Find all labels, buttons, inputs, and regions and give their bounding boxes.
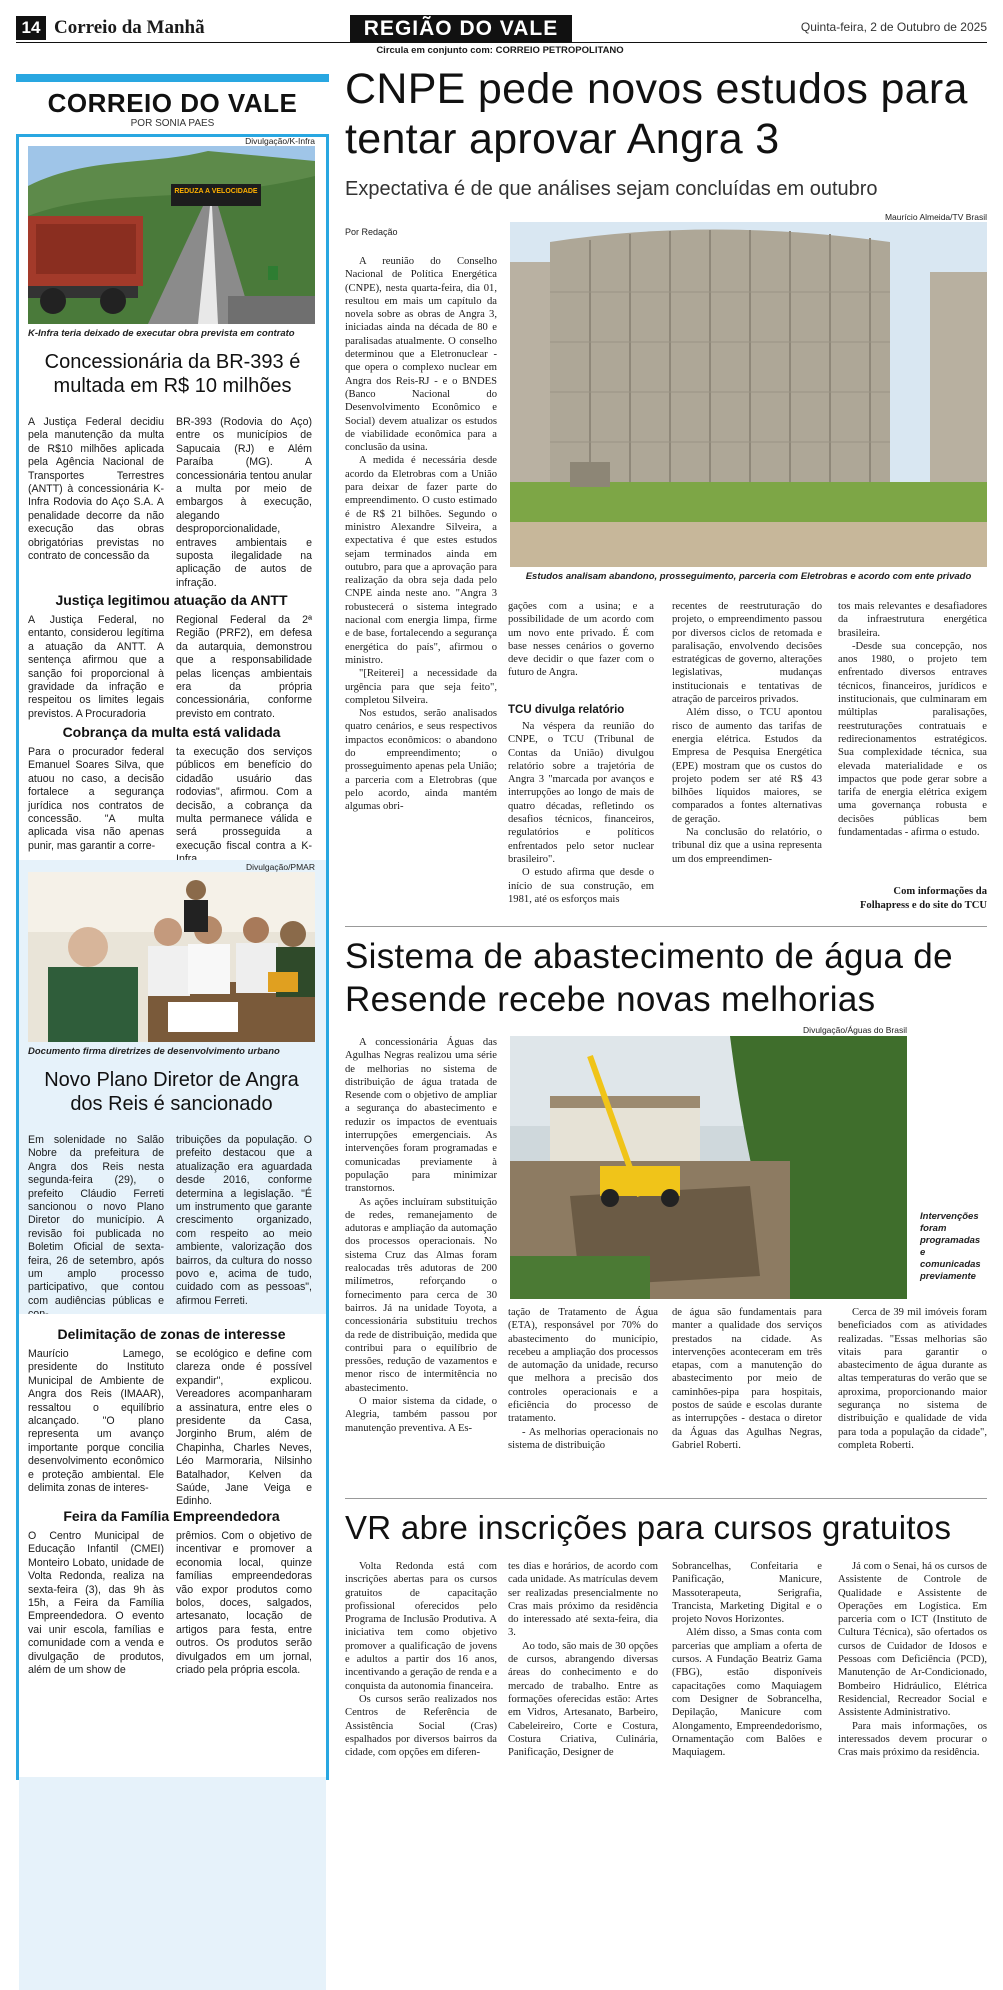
page-number: 14 <box>16 16 46 40</box>
road-sign-text: REDUZA A VELOCIDADE <box>174 188 258 195</box>
caption-kinfra: K-Infra teria deixado de executar obra prevista em contrato <box>28 328 295 339</box>
circulation-note: Circula em conjunto com: CORREIO PETROPOLITANO <box>376 45 624 56</box>
section-title: REGIÃO DO VALE <box>350 15 572 42</box>
photo-water-works <box>510 1036 907 1299</box>
newspaper-name: Correio da Manhã <box>54 17 205 38</box>
vr-col1: Volta Redonda está com inscrições abertas para os cursos gratuitos de capacitação profissional oferecidos pelo Programa de Inclusão Produtiva. A iniciativa tem como objetivo promover a qualificação de jovens e adultos a partir dos 16 anos, incentivando a geração de renda e a conquista da autonomia financeira. Os cursos serão realizados nos Centros de Referência de Assistência Social (Cras) espalhados por diversos bairros da cidade, com opções em diferen- <box>345 1561 497 1759</box>
plano-col6: prêmios. Com o objetivo de incentivar e promover a economia local, quinze famílias empreendedoras vão expor produtos como bolos, doces, salgados, artesanato, locação de artigos para festa, entre outros. Os produtos serão divulgados em um jornal, criado pela própria escola. <box>176 1530 312 1677</box>
resende-col2: tação de Tratamento de Água (ETA), responsável por 70% do abastecimento do município, recebeu a ampliação dos processos de automação da unidade, recurso que melhora a precisão dos controles operacionais e a eficiência do processo de tratamento. - As melhorias operacionais no sistema de distribuição <box>508 1307 658 1451</box>
rule-article2 <box>345 926 987 927</box>
plano-col3: Maurício Lamego, presidente do Instituto Municipal de Ambiente de Angra dos Reis (IMAAR), ressaltou o equilíbrio alcançado. "O plano representa um avanço importante porque concilia desenvolvimento econômico e proteção ambiental. Ele delimita zonas de interes- <box>28 1348 164 1495</box>
signoff-1: Com informações da <box>893 886 987 897</box>
photo-angra3-reactor <box>510 222 987 567</box>
photo-ceremony <box>28 872 315 1042</box>
page-header <box>0 0 1003 60</box>
resende-col1: A concessionária Águas das Agulhas Negras realizou uma série de melhorias no sistema de distribuição de água tratada de Resende com o objetivo de ampliar a segurança do abastecimento e reduzir os impactos de eventuais interrupções emergenciais. As intervenções foram programadas e comunicadas previamente à população para minimizar transtornos. As ações incluíram substituição de redes, remanejamento de adutoras e ampliação da automação dos processos operacionais. No sistema Cruz das Almas foram realocadas três adutoras de 200 milímetros, reforçando o fornecimento para cerca de 30 bairros. Já na unidade Toyota, a concessionária substituiu trechos da rede de distribuição, medida que contribui para o equilíbrio de pressões, redução de vazamentos e menor risco de intermitência no abastecimento. O maior sistema da cidade, o Alegria, também passou por manutenção preventiva. A Es- <box>345 1037 497 1434</box>
angra-col2-bottom: Na véspera da reunião do CNPE, o TCU (Tribunal de Contas da União) divulgou relatório sobre a trajetória de Angra 3 "marcada por avanços e interrupções ao longo de mais de quatro décadas, refletindo os desafios técnicos, financeiros, regulatórios e políticos enfrentados pelo setor nuclear brasileiro". O estudo afirma que desde o início de sua construção, em 1981, até os esforços mais <box>508 721 654 905</box>
page-date: Quinta-feira, 2 de Outubro de 2025 <box>800 20 987 34</box>
angra-col2-top: gações com a usina; e a possibilidade de um acordo com um novo ente privado. É com base nesses cenários o governo deve decidir o que fazer com o futuro de Angra. <box>508 601 654 679</box>
sidebar-byline: POR SONIA PAES <box>130 118 215 129</box>
sidebar-column <box>16 74 329 1780</box>
angra-col4: tos mais relevantes e desafiadores da infraestrutura energética brasileira. -Desde sua concepção, nos anos 1980, o projeto tem enfrentado diversos entraves técnicos, financeiros, jurídicos e institucionais, que culminaram em múltiplas paralisações, reestruturações contratuais e redirecionamentos estratégicos. Sua complexidade técnica, sua elevada materialidade e os impactos que pode gerar sobre a tarifa de energia elétrica exigem uma governança robusta e decisões públicas bem fundamentadas - afirma o estudo. <box>838 601 987 839</box>
headline-resende: Sistema de abastecimento de água de Resende recebe novas melhorias <box>345 937 953 1019</box>
byline-redacao: Por Redação <box>345 227 398 237</box>
subhead-cobranca: Cobrança da multa está validada <box>62 724 281 740</box>
br393-col1: A Justiça Federal decidiu pela manutenção da multa de R$10 milhões aplicada pela Agência Nacional de Transportes Terrestres (ANTT) à concessionária K-Infra Rodovia do Aço S.A. A penalidade decorre da não execução das obras obrigatórias previstas no contrato de concessão da <box>28 416 164 563</box>
subhead-justica: Justiça legitimou atuação da ANTT <box>55 592 288 608</box>
signoff-2: Folhapress e do site do TCU <box>859 900 987 911</box>
sidebar-accent-bar <box>16 74 329 82</box>
angra-col1: A reunião do Conselho Nacional de Política Energética (CNPE), nesta quarta-feira, dia 01, resultou em mais um capítulo da novela sobre as obras de Angra 3, iniciadas ainda na década de 80 e paralisadas atualmente. O conselho determinou que a Eletronuclear - que opera o complexo nuclear em Angra dos Reis-RJ - e o BNDES (Banco Nacional do Desenvolvimento Econômico e Social) devem atualizar os estudos de viabilidade econômica para a conclusão da usina. A medida é necessária desde acordo da Eletrobras com a União para deixar de fazer parte do empreendimento. O custo estimado é de R$ 21 bilhões. Segundo o ministro Alexandre Silveira, a expectativa é que estes estudos sejam terminados ainda em outubro, para que a aprovação para realização da obra seja dada pelo CNPE ainda neste ano. "Angra 3 robustecerá o sistema integrado nacional com energia limpa, firme e de base, fortalecendo a segurança energética do país", afirmou o ministro. "[Reiterei] a necessidade da urgência para que seja feito", completou Silveira. Nos estudos, serão analisados quatro cenários, e seus respectivos impactos econômicos: o abandono do empreendimento; o prosseguimento apenas pela União; a parceria com a Eletrobras (que pelo acordo, ainda mantém algumas obri- <box>345 256 497 813</box>
headline-vr-cursos: VR abre inscrições para cursos gratuitos <box>345 1509 952 1546</box>
plano-col2: tribuições da população. O prefeito destacou que a atualização era aguardada desde 2016, conforme determina a legislação. "É um instrumento que garante crescimento organizado, com respeito ao meio ambiente, valorização dos bairros, da cultura do nosso povo e, acima de tudo, cuidado com as pessoas", afirmou Ferreti. <box>176 1134 312 1307</box>
rule-article3 <box>345 1498 987 1499</box>
caption-resende: Intervenções foram programadas e comunicadas previamente <box>920 1211 981 1282</box>
resende-col3: de água são fundamentais para manter a qualidade dos serviços prestados na cidade. As intervenções aconteceram em três etapas, com a manutenção do abastecimento por meio de caminhões-pipa para hospitais, postos de saúde e escolas durante as interrupções - destaca o diretor da Águas das Agulhas Negras, Gabriel Roberti. <box>672 1307 822 1451</box>
vr-col3: Sobrancelhas, Confeitaria e Panificação, Manicure, Massoterapeuta, Serigrafia, Trancista, Marketing Digital e o projeto Novos Horizontes. Além disso, a Smas conta com parcerias que ampliam a oferta de cursos. A Fundação Beatriz Gama (FBG), estão disponíveis capacitações como Maquiagem com Designer de Sobrancelha, Depilação, Manicure com Alongamento, Empreendedorismo, Ornamentação com Balões e Maquiagem. <box>672 1561 822 1759</box>
sidebar-title: CORREIO DO VALE <box>47 88 298 118</box>
photo-highway-truck <box>28 146 315 324</box>
headline-br393: Concessionária da BR-393 é multada em R$ 10 milhões <box>44 351 301 397</box>
caption-angra: Estudos analisam abandono, prosseguimento, parceria com Eletrobras e acordo com ente privado <box>525 571 972 582</box>
photo-credit-aguas: Divulgação/Águas do Brasil <box>803 1025 907 1035</box>
br393-col5: Para o procurador federal Emanuel Soares Silva, que atuou no caso, a decisão fortalece a segurança jurídica nos contratos de concessão. "A multa aplicada visa não apenas punir, mas garantir a corre- <box>28 746 164 852</box>
header-rule <box>16 42 987 43</box>
br393-col4: Regional Federal da 2ª Região (PRF2), em defesa da autarquia, demonstrou que a responsabilidade pelas licenças ambientais era da própria concessionária, conforme previsto em contrato. <box>176 614 312 720</box>
angra-col3: recentes de reestruturação do projeto, o empreendimento passou por diversos ciclos de retomada e paralisação, envolvendo decisões estratégicas de governo, alterações legislativas, mudanças institucionais e tentativas de atração de parceiros privados. Além disso, o TCU apontou risco de aumento das tarifas de energia elétrica. Estudos da Empresa de Pesquisa Energética (EPE) mostram que os custos do projeto podem ser até R$ 43 bilhões líquidos maiores, se comparados a fontes alternativas de geração. Na conclusão do relatório, o tribunal diz que a usina representa um dos empreendimen- <box>672 601 822 865</box>
plano-col5: O Centro Municipal de Educação Infantil (CMEI) Monteiro Lobato, unidade de Volta Redonda, realiza na sexta-feira (3), das 9h às 15h, a Feira da Família Empreendedora. O evento vai unir escola, famílias e comunidade com a venda e divulgação de produtos, além de um show de <box>28 1530 164 1677</box>
resende-col4: Cerca de 39 mil imóveis foram beneficiados com as atividades realizadas. "Essas melhorias são vitais para garantir o abastecimento de água durante as altas temperaturas do verão que se aproxima, proporcionando maior segurança no sistema de distribuição e qualidade de vida para toda a população da cidade", completa Roberti. <box>838 1307 987 1451</box>
caption-plano: Documento firma diretrizes de desenvolvimento urbano <box>28 1046 280 1057</box>
subhead-tcu: TCU divulga relatório <box>508 704 625 716</box>
photo-credit-pmar: Divulgação/PMAR <box>246 862 315 872</box>
br393-col2: BR-393 (Rodovia do Aço) entre os municípios de Sapucaia (RJ) e Além Paraíba (MG). A concessionária tentou anular a multa por meio de embargos à execução, alegando desproporcionalidade, entraves ambientais e suposta ilegalidade na aplicação de autos de infração. <box>176 416 312 589</box>
photo-credit-kinfra: Divulgação/K-Infra <box>245 136 315 146</box>
headline-angra3: CNPE pede novos estudos para tentar aprovar Angra 3 <box>345 65 968 163</box>
plano-col4: se ecológico e define com clareza onde é possível expandir", explicou. Vereadores acompanharam a assinatura, entre eles o presidente da Casa, Jorginho Brum, além de Chapinha, Charles Neves, Léo Marmoraria, Nilsinho Batalhador, Kelven da Saúde, Jane Veiga e Edinho. <box>176 1348 312 1508</box>
br393-col3: A Justiça Federal, no entanto, considerou legítima a atuação da ANTT. A sentença afirmou que a sanção foi proporcional à gravidade da infração e respeitou os limites legais previstos. A Procuradoria <box>28 614 164 720</box>
deck-angra3: Expectativa é de que análises sejam concluídas em outubro <box>345 178 878 200</box>
headline-plano-diretor: Novo Plano Diretor de Angra dos Reis é sancionado <box>44 1069 299 1115</box>
plano-col1: Em solenidade no Salão Nobre da prefeitura de Angra dos Reis nesta segunda-feira (29), o prefeito Cláudio Ferreti sancionou o novo Plano Diretor do município. A revisão foi publicada no Boletim Oficial de sexta-feira, 26 de setembro, após um amplo processo participativo, que contou com audiências públicas e <box>28 1134 164 1307</box>
vr-col4: Já com o Senai, há os cursos de Assistente de Controle de Qualidade e Assistente de Operações em Logística. Em parceria com o ICT (Instituto de Cultura Técnica), são ofertados os cursos de Cuidador de Idosos e Pessoas com Deficiência (PCD), Manutenção de Ar-Condicionado, Bombeiro Hidráulico, Elétrica Residencial, Recreador Social e Assistente Administrativo. Para mais informações, os interessados devem procurar o Cras mais próximo da residência. <box>838 1561 987 1759</box>
br393-col6: ta execução dos serviços públicos em benefício do cidadão usuário das rodovias", afirmou. Com a decisão, a cobrança da multa permanece válida e será prosseguida a execução fiscal contra a K- <box>176 746 312 852</box>
subhead-feira: Feira da Família Empreendedora <box>63 1508 280 1524</box>
vr-col2: tes dias e horários, de acordo com cada unidade. As matrículas devem ser realizadas presencialmente no Cras mais próximo da residência do interessado até sexta-feira, dia 3. Ao todo, são mais de 30 opções de cursos, abrangendo diversas áreas do conhecimento e do mercado de trabalho. Entre as formações oferecidas estão: Artes em Vidros, Artesanato, Barbeiro, Cabeleireiro, Corte e Costura, Costura Criativa, Culinária, Panificação, Designer de <box>508 1561 658 1759</box>
subhead-delimitacao: Delimitação de zonas de interesse <box>57 1326 286 1342</box>
photo-credit-angra: Maurício Almeida/TV Brasil <box>884 212 987 222</box>
